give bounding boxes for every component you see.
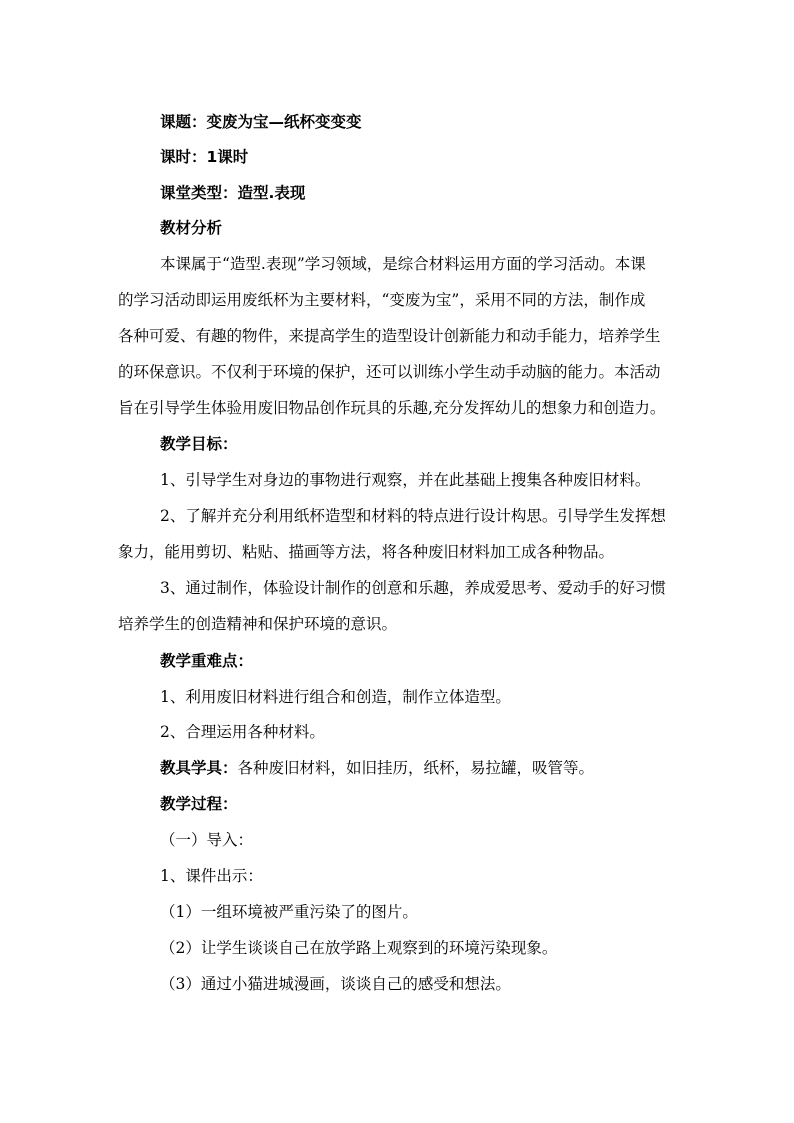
analysis-heading: 教材分析: [160, 219, 223, 237]
process-heading: 教学过程：: [160, 795, 238, 813]
keypoints-heading: 教学重难点：: [160, 652, 254, 670]
analysis-line: 的环保意识。不仅利于环境的保护，还可以训练小学生动手动脑的能力。本活动: [118, 363, 661, 381]
lesson-type-text: 造型.表现: [237, 184, 306, 202]
lesson-period-text: 1课时: [206, 148, 249, 166]
process-line: 1、课件出示：: [160, 867, 263, 885]
process-line: （2）让学生谈谈自己在放学路上观察到的环境污染现象。: [160, 939, 558, 957]
process-line: （1）一组环境被严重污染了的图片。: [160, 903, 418, 921]
keypoints-line: 1、利用废旧材料进行组合和创造，制作立体造型。: [160, 688, 511, 706]
analysis-line: 本课属于“造型.表现”学习领域，是综合材料运用方面的学习活动。本课: [160, 255, 646, 273]
goals-heading: 教学目标：: [160, 435, 238, 453]
process-line: （3）通过小猫进城漫画，谈谈自己的感受和想法。: [160, 975, 511, 993]
lesson-title: [160, 112, 362, 132]
goals-line: 3、通过制作，体验设计制作的创意和乐趣，养成爱思考、爱动手的好习惯: [160, 579, 666, 597]
goals-line: 1、引导学生对身边的事物进行观察，并在此基础上搜集各种废旧材料。: [160, 471, 651, 489]
keypoints-line: 2、合理运用各种材料。: [160, 723, 325, 741]
analysis-line: 各种可爱、有趣的物件，来提高学生的造型设计创新能力和动手能力，培养学生: [118, 327, 661, 345]
lesson-period-label: 课时：: [160, 148, 207, 166]
process-line: （一）导入：: [160, 831, 254, 849]
tools-text: 各种废旧材料，如旧挂历，纸杯，易拉罐，吸管等。: [237, 759, 595, 777]
goals-line: 培养学生的创造精神和保护环境的意识。: [118, 615, 398, 633]
goals-line: 象力，能用剪切、粘贴、描画等方法，将各种废旧材料加工成各种物品。: [118, 543, 615, 561]
tools-label: 教具学具：: [160, 759, 238, 777]
analysis-line: 的学习活动即运用废纸杯为主要材料，“变废为宝”，采用不同的方法，制作成: [118, 291, 646, 309]
lesson-type: [160, 183, 305, 203]
lesson-title-text: 变废为宝—纸杯变变变: [206, 113, 362, 131]
lesson-period: [160, 147, 248, 167]
lesson-title-label: 课题：: [160, 113, 207, 131]
goals-line: 2、了解并充分利用纸杯造型和材料的特点进行设计构思。引导学生发挥想: [160, 507, 666, 525]
tools-line: [160, 758, 594, 778]
analysis-line: 旨在引导学生体验用废旧物品创作玩具的乐趣,充分发挥幼儿的想象力和创造力。: [118, 399, 666, 417]
lesson-type-label: 课堂类型：: [160, 184, 238, 202]
